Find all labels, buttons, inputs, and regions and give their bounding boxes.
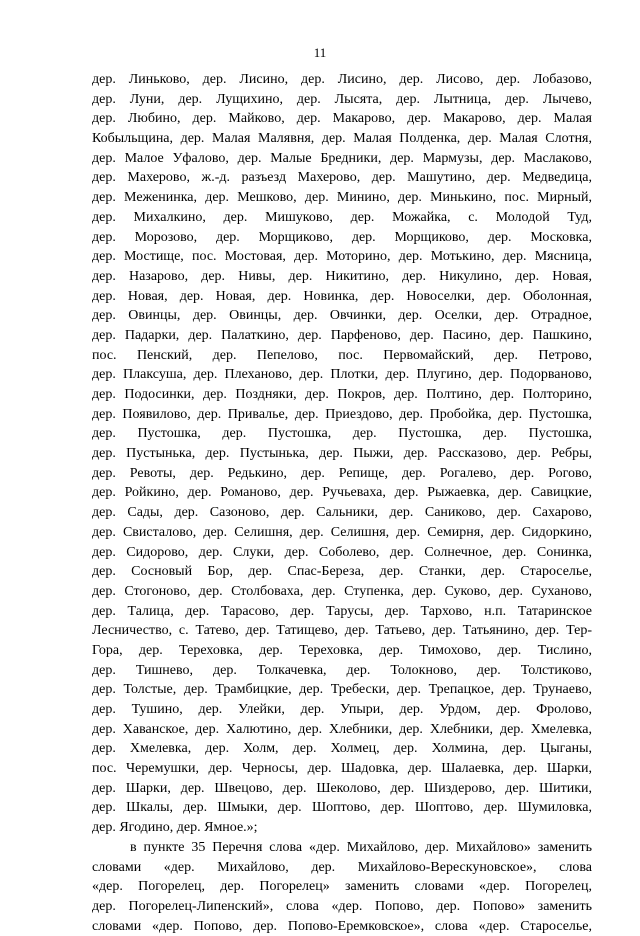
text-line: дер. Ройкино, дер. Романово, дер. Ручьеваха, дер. Рыжаевка, дер. Савицкие, [92, 485, 592, 501]
text-line: дер. Сады, дер. Сазоново, дер. Сальники, дер. Саниково, дер. Сахарово, [92, 505, 592, 521]
text-line: дер. Стогоново, дер. Столбоваха, дер. Ступенка, дер. Суково, дер. Суханово, [92, 583, 592, 599]
text-line: дер. Сидорово, дер. Слуки, дер. Соболево, дер. Солнечное, дер. Сонинка, [92, 544, 592, 560]
text-line: дер. Пустынька, дер. Пустынька, дер. Пыжи, дер. Рассказово, дер. Ребры, [92, 446, 592, 462]
text-line: пос. Черемушки, дер. Черносы, дер. Шадовка, дер. Шалаевка, дер. Шарки, [92, 761, 592, 777]
text-line: «дер. Погорелец, дер. Погорелец» заменить словами «дер. Погорелец, [92, 879, 592, 895]
text-line: Лесничество, с. Татево, дер. Татищево, дер. Татьево, дер. Татьянино, дер. Тер- [92, 623, 592, 639]
text-line: дер. Плаксуша, дер. Плеханово, дер. Плотки, дер. Плугино, дер. Подорваново, [92, 367, 592, 383]
text-line: дер. Луни, дер. Лущихино, дер. Лысята, дер. Лытница, дер. Лычево, [92, 91, 592, 107]
text-line: дер. Любино, дер. Майково, дер. Макарово, дер. Макарово, дер. Малая [92, 111, 592, 127]
text-line: дер. Падарки, дер. Палаткино, дер. Парфеново, дер. Пасино, дер. Пашкино, [92, 327, 592, 343]
paragraph-first-line: в пункте 35 Перечня слова «дер. Михайлово, дер. Михайлово» заменить [130, 839, 592, 855]
text-line: словами «дер. Попово, дер. Попово-Еремковское», слова «дер. Староселье, [92, 918, 592, 934]
text-line: дер. Подосинки, дер. Поздняки, дер. Покров, дер. Полтино, дер. Полторино, [92, 387, 592, 402]
text-line: дер. Пустошка, дер. Пустошка, дер. Пустошка, дер. Пустошка, [92, 426, 592, 442]
text-line: дер. Шкалы, дер. Шмыки, дер. Шоптово, дер. Шоптово, дер. Шумиловка, [92, 800, 592, 816]
text-line: словами «дер. Михайлово, дер. Михайлово-Верескуновское», слова [92, 859, 592, 875]
text-line: дер. Сосновый Бор, дер. Спас-Береза, дер. Станки, дер. Староселье, [92, 564, 592, 580]
text-line: дер. Линьково, дер. Лисино, дер. Лисино, дер. Лисово, дер. Лобазово, [92, 72, 592, 87]
text-line: дер. Михалкино, дер. Мишуково, дер. Можайка, с. Молодой Туд, [92, 209, 592, 225]
page-number: 11 [313, 45, 327, 60]
text-line: дер. Назарово, дер. Нивы, дер. Никитино, дер. Никулино, дер. Новая, [92, 268, 592, 284]
text-line: дер. Шарки, дер. Швецово, дер. Шеколово, дер. Шиздерово, дер. Шитики, [92, 780, 592, 796]
text-line: дер. Хмелевка, дер. Холм, дер. Холмец, дер. Холмина, дер. Цыганы, [92, 741, 592, 757]
text-line: Кобыльщина, дер. Малая Малявня, дер. Малая Полденка, дер. Малая Слотня, [92, 131, 592, 147]
text-line: Гора, дер. Тереховка, дер. Тереховка, дер. Тимохово, дер. Тислино, [92, 642, 592, 658]
text-line: дер. Новая, дер. Новая, дер. Новинка, дер. Новоселки, дер. Оболонная, [92, 288, 592, 304]
text-line: дер. Ягодино, дер. Ямное.»; [92, 820, 258, 836]
text-line: дер. Ревоты, дер. Редькино, дер. Репище, дер. Рогалево, дер. Рогово, [92, 465, 592, 481]
text-line: дер. Талица, дер. Тарасово, дер. Тарусы, дер. Тархово, н.п. Татаринское [92, 603, 592, 619]
text-line: дер. Мостище, пос. Мостовая, дер. Моторино, дер. Мотькино, дер. Мясница, [92, 249, 592, 265]
text-line: дер. Хаванское, дер. Халютино, дер. Хлебники, дер. Хлебники, дер. Хмелевка, [92, 721, 592, 737]
text-line: пос. Пенский, дер. Пепелово, пос. Первомайский, дер. Петрово, [92, 347, 592, 363]
text-line: дер. Тушино, дер. Улейки, дер. Упыри, дер. Урдом, дер. Фролово, [92, 702, 592, 717]
text-line: дер. Овинцы, дер. Овинцы, дер. Овчинки, дер. Оселки, дер. Отрадное, [92, 308, 592, 324]
text-line: дер. Появилово, дер. Привалье, дер. Приездово, дер. Пробойка, дер. Пустошка, [92, 406, 592, 422]
text-line: дер. Морозово, дер. Морщиково, дер. Морщиково, дер. Московка, [92, 229, 592, 245]
text-line: дер. Толстые, дер. Трамбицкие, дер. Требески, дер. Трепацкое, дер. Трунаево, [92, 682, 592, 698]
text-line: дер. Свисталово, дер. Селишня, дер. Селишня, дер. Семирня, дер. Сидоркино, [92, 524, 592, 540]
text-line: дер. Малое Уфалово, дер. Малые Бредники, дер. Мармузы, дер. Маслаково, [92, 150, 592, 166]
text-line: дер. Погорелец-Липенский», слова «дер. Попово, дер. Попово» заменить [92, 898, 592, 914]
text-line: дер. Тишнево, дер. Толкачевка, дер. Толокново, дер. Толстиково, [92, 662, 592, 678]
document-body [92, 70, 592, 936]
text-line: дер. Меженинка, дер. Мешково, дер. Минино, дер. Минькино, пос. Мирный, [92, 190, 592, 206]
text-line: дер. Махерово, ж.-д. разъезд Махерово, дер. Машутино, дер. Медведица, [92, 170, 592, 186]
